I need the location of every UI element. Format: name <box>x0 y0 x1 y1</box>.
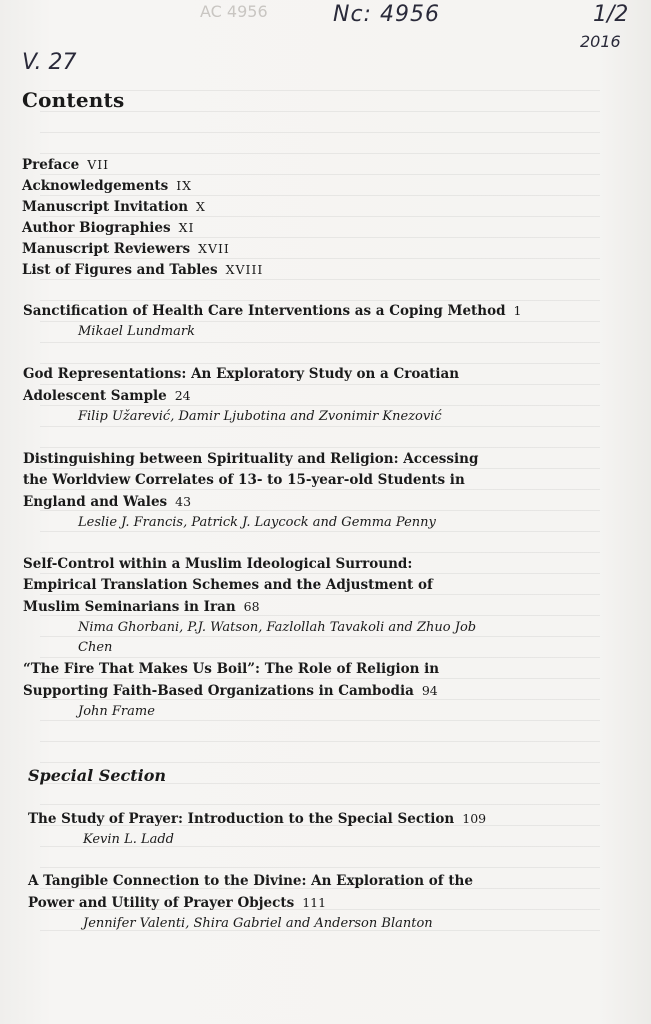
article-title: “The Fire That Makes Us Boil”: The Role of Religion in Supporting Faith-Based Organizations in Cambodia <box>23 661 440 699</box>
faint-stamp: AC 4956 <box>200 2 268 21</box>
toc-article-2[interactable] <box>23 364 513 427</box>
toc-item-title: Acknowledgements <box>22 178 169 194</box>
toc-item-title: Author Biographies <box>22 220 171 236</box>
handwritten-fraction: 1/2 <box>593 2 629 27</box>
article-title: The Study of Prayer: Introduction to the Special Section <box>28 811 455 827</box>
article-title: Distinguishing between Spirituality and Religion: Accessing the Worldview Correlates of 13- to 15-year-old Students in England and Wales <box>23 451 479 510</box>
handwritten-accession-number: Nc: 4956 <box>333 2 440 27</box>
toc-item-page: X <box>196 199 206 214</box>
article-page: 109 <box>462 811 487 826</box>
toc-item-acknowledgements[interactable] <box>22 178 192 194</box>
article-authors: Kevin L. Ladd <box>83 832 174 847</box>
special-section-heading: Special Section <box>28 766 167 785</box>
toc-item-title: Manuscript Reviewers <box>22 241 191 257</box>
article-authors: Leslie J. Francis, Patrick J. Laycock and Gemma Penny <box>78 515 436 530</box>
handwritten-year: 2016 <box>580 32 621 51</box>
toc-special-article-1[interactable] <box>28 808 528 850</box>
article-authors: Filip Užarević, Damir Ljubotina and Zvonimir Knezović <box>78 409 442 424</box>
toc-item-page: XI <box>178 220 195 235</box>
toc-item-list-of-figures[interactable] <box>22 262 263 278</box>
toc-item-page: IX <box>176 178 193 193</box>
toc-article-3[interactable] <box>23 449 493 533</box>
toc-item-page: VII <box>87 157 110 172</box>
toc-special-article-2[interactable] <box>28 871 518 934</box>
article-page: 111 <box>302 895 327 910</box>
toc-item-title: Manuscript Invitation <box>22 199 189 215</box>
article-authors: John Frame <box>78 704 155 719</box>
article-page: 24 <box>174 388 191 403</box>
contents-heading: Contents <box>22 88 125 112</box>
toc-item-author-biographies[interactable] <box>22 220 194 236</box>
article-title: Sanctification of Health Care Interventions as a Coping Method <box>23 303 506 319</box>
article-page: 43 <box>175 494 192 509</box>
article-title: Self-Control within a Muslim Ideological Surround: Empirical Translation Schemes and the Adjustment of Muslim Seminarians in Iran <box>23 556 433 615</box>
article-page: 68 <box>243 599 260 614</box>
article-title: A Tangible Connection to the Divine: An Exploration of the Power and Utility of Prayer Objects <box>28 873 473 911</box>
toc-article-4[interactable] <box>23 554 483 658</box>
toc-item-page: XVII <box>198 241 230 256</box>
article-page: 94 <box>421 683 438 698</box>
toc-item-preface[interactable] <box>22 157 109 173</box>
toc-item-title: Preface <box>22 157 80 173</box>
toc-item-manuscript-reviewers[interactable] <box>22 241 230 257</box>
toc-item-page: XVIII <box>225 262 264 277</box>
toc-article-5[interactable] <box>23 659 493 722</box>
article-authors: Jennifer Valenti, Shira Gabriel and Anderson Blanton <box>83 916 433 931</box>
article-authors: Mikael Lundmark <box>78 324 195 339</box>
toc-item-manuscript-invitation[interactable] <box>22 199 206 215</box>
article-authors: Nima Ghorbani, P.J. Watson, Fazlollah Tavakoli and Zhuo Job Chen <box>78 620 477 655</box>
article-title: God Representations: An Exploratory Study on a Croatian Adolescent Sample <box>23 366 460 404</box>
handwritten-volume: V. 27 <box>22 50 77 75</box>
toc-article-1[interactable] <box>23 300 523 342</box>
article-page: 1 <box>513 303 522 318</box>
toc-item-title: List of Figures and Tables <box>22 262 218 278</box>
